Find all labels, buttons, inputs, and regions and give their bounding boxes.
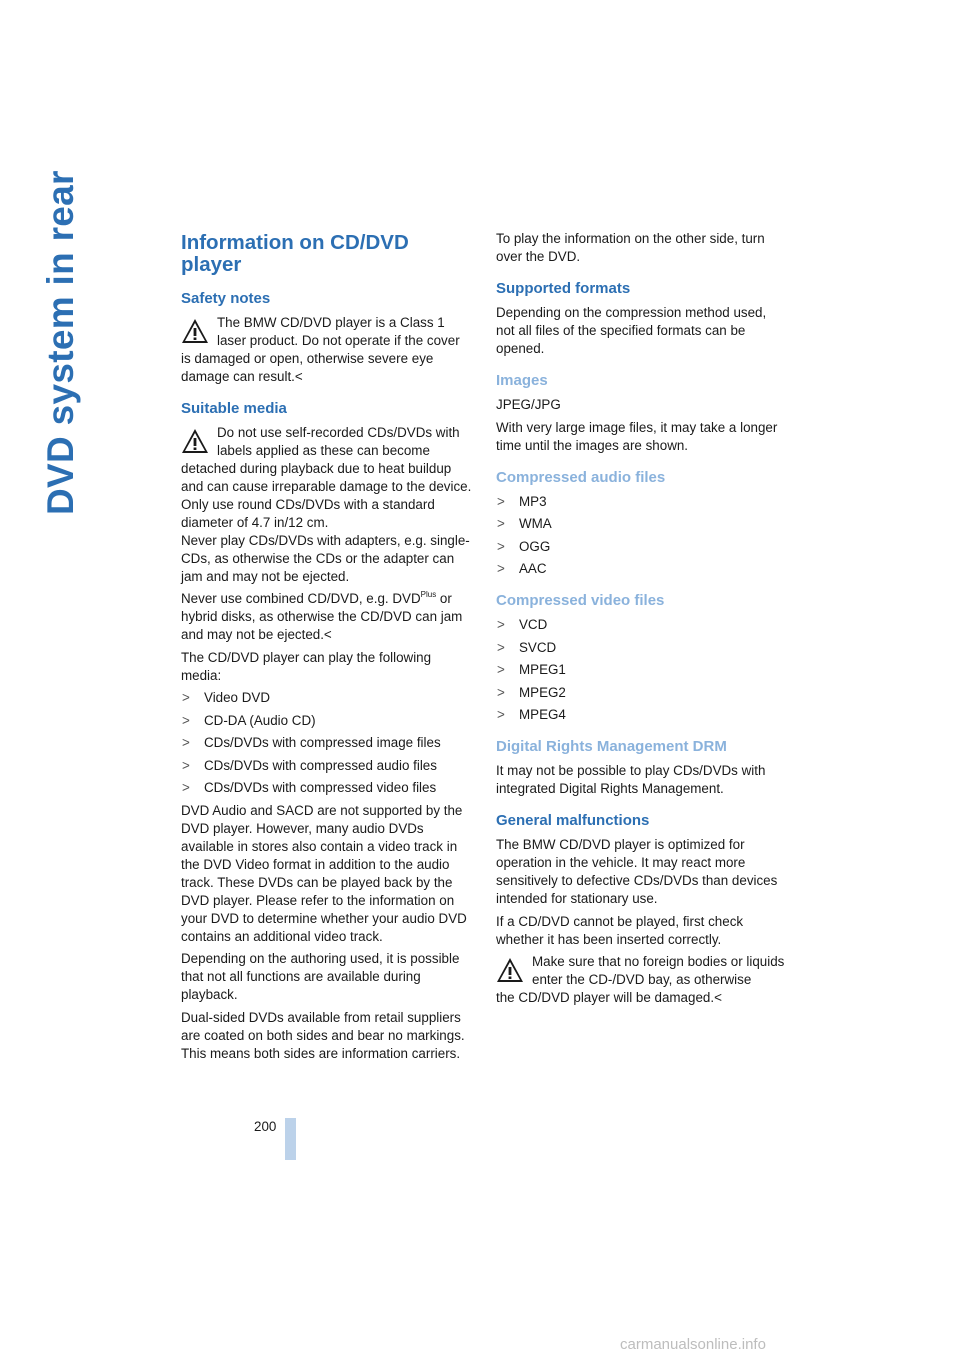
- suitable-media-warning-rest: detached during playback due to heat buildup and can cause irreparable damage to the device.: [181, 461, 472, 494]
- safety-warning: [181, 314, 473, 386]
- list-item: > WMA: [497, 516, 552, 531]
- list-item: > MPEG1: [497, 662, 566, 677]
- list-item: > OGG: [497, 538, 551, 554]
- formats-intro: Depending on the compression method used, not all files of the specified formats can be opened.: [496, 305, 767, 356]
- bay-warning: [496, 953, 788, 1007]
- bullet-marker: >: [497, 538, 505, 554]
- bay-warning-rest: the CD/DVD player will be damaged.<: [496, 990, 722, 1005]
- bullet-marker: >: [497, 707, 505, 722]
- list-item: > SVCD: [497, 639, 557, 655]
- turn-over-paragraph: To play the information on the other side, turn over the DVD.: [496, 231, 765, 264]
- left-column: [181, 230, 473, 1067]
- section-side-tab: [40, 170, 81, 515]
- bullet-marker: >: [497, 684, 505, 700]
- bullet-marker: >: [182, 712, 190, 728]
- list-item: > CD-DA (Audio CD): [182, 712, 316, 728]
- safety-warning-first: The BMW CD/DVD player is a Class 1 laser product. Do not operate if the cover: [217, 315, 460, 348]
- can-play-intro: The CD/DVD player can play the following media:: [181, 649, 432, 683]
- bullet-marker: >: [497, 561, 505, 576]
- list-item: > CDs/DVDs with compressed video files: [182, 780, 437, 795]
- page-title: Information on CD/DVD player: [181, 231, 409, 276]
- audio-format-list: [496, 493, 788, 579]
- drm-paragraph: It may not be possible to play CDs/DVDs with integrated Digital Rights Management.: [496, 763, 766, 796]
- malfunctions-paragraph-2: If a CD/DVD cannot be played, first check whether it has been inserted correctly.: [496, 913, 744, 947]
- dual-sided-paragraph: Dual-sided DVDs available from retail suppliers are coated on both sides and bear no markings. This means both sides are information carriers.: [181, 1009, 465, 1061]
- list-item: > MPEG2: [497, 684, 566, 700]
- list-item: > MPEG4: [497, 707, 566, 722]
- safety-warning-rest: is damaged or open, otherwise severe eye damage can result.<: [181, 351, 434, 384]
- dvd-plus-superscript: Plus: [420, 590, 437, 599]
- safety-notes-heading: Safety notes: [181, 290, 271, 307]
- bullet-marker: >: [497, 617, 505, 632]
- list-item: > MP3: [497, 493, 547, 509]
- suitable-media-warning-first: Do not use self-recorded CDs/DVDs with labels applied as these can become: [217, 425, 460, 458]
- suitable-media-heading: Suitable media: [181, 400, 287, 417]
- bullet-marker: >: [497, 639, 505, 655]
- warning-triangle-icon: [181, 428, 209, 454]
- watermark: carmanualsonline.info: [620, 1336, 766, 1353]
- bullet-marker: >: [182, 690, 190, 705]
- supported-formats-heading: Supported formats: [496, 280, 631, 297]
- list-item: > AAC: [497, 561, 547, 576]
- page-number-bar: [285, 1118, 296, 1160]
- media-list: [181, 689, 473, 797]
- images-format: JPEG/JPG: [496, 397, 561, 412]
- drm-heading: Digital Rights Management DRM: [496, 738, 727, 755]
- malfunctions-paragraph-1: The BMW CD/DVD player is optimized for operation in the vehicle. It may react more sensitively to defective CDs/DVDs than devices intended for stationary use.: [496, 837, 778, 906]
- list-item: > VCD: [497, 617, 548, 632]
- dvd-audio-paragraph: DVD Audio and SACD are not supported by the DVD player. However, many audio DVDs available in stores also contain a video track in the DVD Video format in addition to the audio track. These DVDs can be played back by the DVD player. Please refer to the information on your DVD to determine whether your audio DVD contains an additional video track.: [181, 802, 467, 944]
- combined-disc-note-a: Never use combined CD/DVD, e.g. DVD: [181, 591, 421, 606]
- warning-triangle-icon: [496, 957, 524, 983]
- suitable-media-warning: [181, 424, 473, 496]
- list-item: > Video DVD: [182, 690, 270, 705]
- images-note: With very large image files, it may take a longer time until the images are shown.: [496, 419, 778, 453]
- list-item: > CDs/DVDs with compressed image files: [182, 735, 441, 750]
- bullet-marker: >: [497, 493, 505, 509]
- authoring-paragraph: Depending on the authoring used, it is possible that not all functions are available during playback.: [181, 951, 460, 1002]
- adapter-note: Never play CDs/DVDs with adapters, e.g. single-CDs, as otherwise the CDs or the adapter can jam and may not be ejected.: [181, 533, 470, 584]
- section-side-tab-label: DVD system in rear: [40, 170, 81, 515]
- bullet-marker: >: [182, 780, 190, 795]
- combined-disc-note-b: or hybrid disks, as otherwise the CD/DVD can jam and may not be ejected.<: [181, 591, 463, 642]
- bullet-marker: >: [182, 735, 190, 750]
- images-heading: Images: [496, 372, 548, 389]
- bullet-marker: >: [182, 757, 190, 773]
- right-column: [496, 230, 788, 1012]
- list-item: > CDs/DVDs with compressed audio files: [182, 757, 437, 773]
- bay-warning-first: Make sure that no foreign bodies or liquids enter the CD-/DVD bay, as otherwise: [532, 954, 785, 987]
- bullet-marker: >: [497, 516, 505, 531]
- bullet-marker: >: [497, 662, 505, 677]
- general-malfunctions-heading: General malfunctions: [496, 812, 650, 829]
- warning-triangle-icon: [181, 318, 209, 344]
- round-disc-note: Only use round CDs/DVDs with a standard diameter of 4.7 in/12 cm.: [181, 497, 435, 530]
- audio-files-heading: Compressed audio files: [496, 468, 666, 486]
- combined-disc-note: [181, 586, 473, 644]
- page-number: 200: [254, 1119, 277, 1134]
- video-files-heading: Compressed video files: [496, 592, 665, 609]
- video-format-list: [496, 616, 788, 724]
